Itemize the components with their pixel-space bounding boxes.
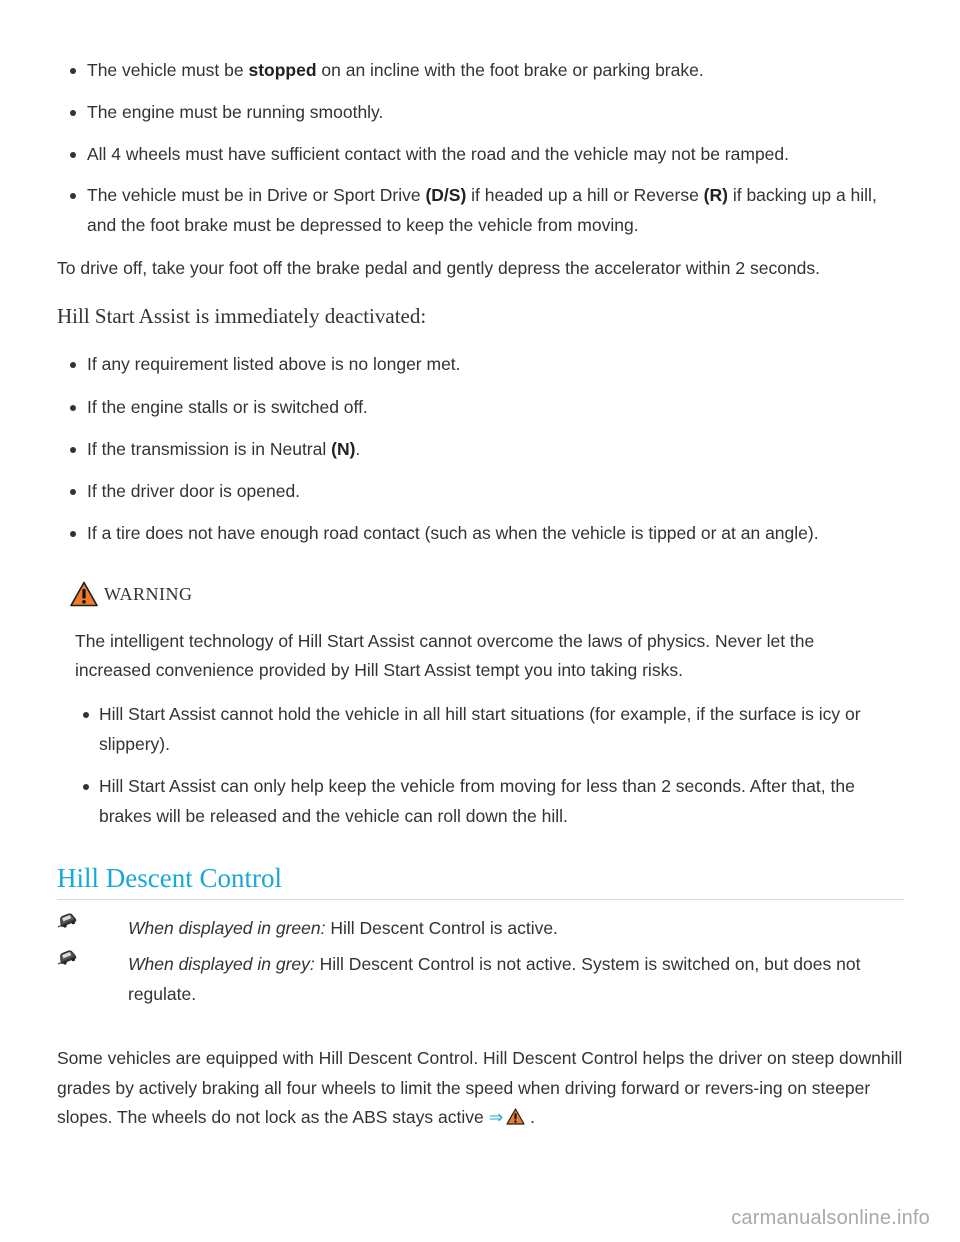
hill-descent-car-icon (57, 910, 77, 928)
divider (57, 899, 904, 900)
list-item: The engine must be running smoothly. (87, 97, 906, 127)
list-item: Hill Start Assist cannot hold the vehicle in all hill start situations (for example, if the surface is icy or slippery). (99, 699, 890, 759)
watermark: carmanualsonline.info (731, 1207, 930, 1229)
warning-triangle-icon (506, 1108, 525, 1125)
section-title: Hill Descent Control (57, 863, 282, 893)
list-item: If any requirement listed above is no longer met. (87, 349, 906, 379)
warning-label: WARNING (104, 583, 193, 604)
list-item: If the engine stalls or is switched off. (87, 392, 906, 422)
warning-text: The intelligent technology of Hill Start Assist cannot overcome the laws of physics. Never let the increased convenience provided by Hill Start Assist tempt you into taking risks. (75, 631, 815, 680)
hdc-green-description: When displayed in green: Hill Descent Control is active. (128, 918, 558, 938)
list-item: Hill Start Assist can only help keep the vehicle from moving for less than 2 seconds. After that, the brakes will be released and the vehicle can roll down the hill. (99, 771, 890, 831)
cross-reference-link[interactable]: ⇒ (489, 1107, 526, 1127)
list-item: If the driver door is opened. (87, 476, 906, 506)
list-item: If the transmission is in Neutral (N). (87, 434, 906, 464)
warning-triangle-icon (70, 581, 98, 607)
warning-header (70, 579, 193, 609)
deactivated-heading: Hill Start Assist is immediately deactivated: (57, 304, 427, 328)
hdc-paragraph: Some vehicles are equipped with Hill Descent Control. Hill Descent Control helps the driver on steep downhill grades by actively braking all four wheels to limit the speed when driving forward or revers-ing on steeper slopes. The wheels do not lock as the ABS stays active ⇒ . (57, 1048, 903, 1127)
list-item: The vehicle must be in Drive or Sport Drive (D/S) if headed up a hill or Reverse (R) if backing up a hill, and the foot brake must be depressed to keep the vehicle from moving. (87, 180, 906, 240)
hdc-grey-description: When displayed in grey: Hill Descent Control is not active. System is switched on, but does not regulate. (128, 954, 861, 1004)
hill-descent-car-icon (57, 947, 77, 965)
list-item: All 4 wheels must have sufficient contact with the road and the vehicle may not be ramped. (87, 139, 906, 169)
list-item: The vehicle must be stopped on an incline with the foot brake or parking brake. (87, 55, 906, 85)
list-item: If a tire does not have enough road contact (such as when the vehicle is tipped or at an angle). (87, 518, 906, 548)
drive-off-paragraph: To drive off, take your foot off the brake pedal and gently depress the accelerator within 2 seconds. (57, 258, 821, 278)
